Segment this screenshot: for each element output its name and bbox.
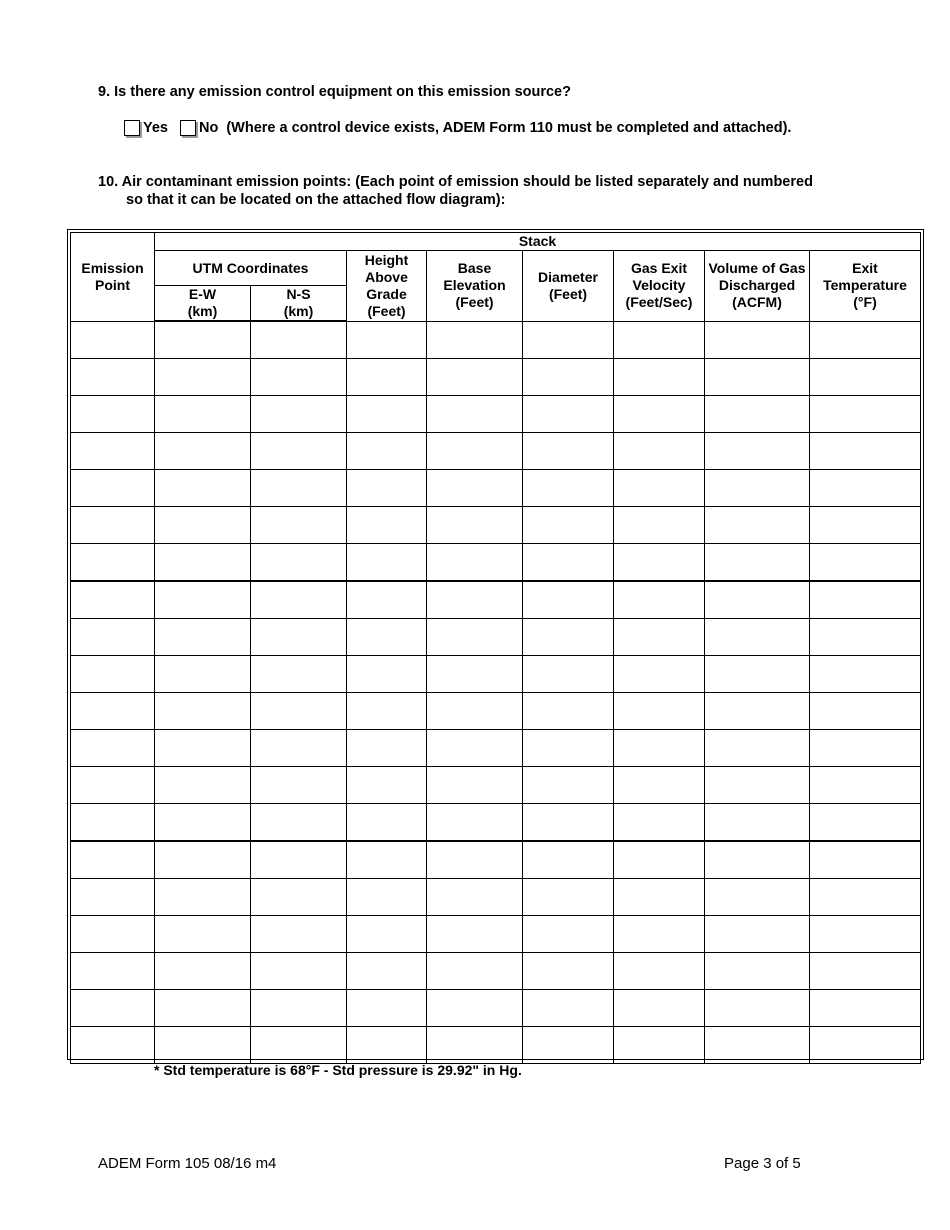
table-cell[interactable] [71,953,155,990]
table-cell[interactable] [251,841,347,879]
table-cell[interactable] [155,321,251,359]
table-cell[interactable] [705,433,810,470]
table-cell[interactable] [523,507,614,544]
table-cell[interactable] [71,841,155,879]
table-row [71,841,921,879]
table-cell[interactable] [251,433,347,470]
no-checkbox[interactable] [180,120,196,136]
table-cell[interactable] [427,433,523,470]
table-cell[interactable] [155,507,251,544]
table-cell[interactable] [810,953,921,990]
header-gas-exit-velocity: Gas Exit Velocity (Feet/Sec) [614,251,705,322]
table-cell[interactable] [810,433,921,470]
table-row [71,396,921,433]
table-cell[interactable] [155,656,251,693]
table-cell[interactable] [427,656,523,693]
table-cell[interactable] [523,693,614,730]
table-cell[interactable] [71,730,155,767]
page-number: Page 3 of 5 [724,1155,801,1172]
table-cell[interactable] [810,841,921,879]
table-cell[interactable] [155,470,251,507]
header-base-elevation: Base Elevation (Feet) [427,251,523,322]
yes-label: Yes [143,120,168,136]
table-cell[interactable] [810,767,921,804]
table-body [71,321,921,1064]
table-cell[interactable] [427,507,523,544]
table-cell[interactable] [810,916,921,953]
table-cell[interactable] [810,359,921,396]
table-row [71,321,921,359]
table-cell[interactable] [71,990,155,1027]
table-row [71,544,921,582]
table-cell[interactable] [427,879,523,916]
table-cell[interactable] [427,990,523,1027]
header-height-above-grade: Height Above Grade (Feet) [347,251,427,322]
table-cell[interactable] [705,841,810,879]
table-cell[interactable] [71,1027,155,1064]
table-cell[interactable] [427,581,523,619]
header-emission-point: Emission Point [71,233,155,322]
table-cell[interactable] [155,879,251,916]
table-cell[interactable] [347,1027,427,1064]
table-row [71,730,921,767]
table-cell[interactable] [155,581,251,619]
table-cell[interactable] [155,990,251,1027]
header-ns [251,286,347,322]
question-10 [98,174,813,209]
table-cell[interactable] [251,916,347,953]
table-cell[interactable] [705,581,810,619]
table-cell[interactable] [347,619,427,656]
header-ew-line2: (km) [187,303,218,319]
table-cell[interactable] [347,507,427,544]
table-cell[interactable] [427,619,523,656]
table-row [71,804,921,842]
table-cell[interactable] [523,321,614,359]
table-cell[interactable] [251,396,347,433]
table-cell[interactable] [251,767,347,804]
table-cell[interactable] [347,656,427,693]
question-9: 9. Is there any emission control equipment on this emission source? [98,84,571,100]
table-row [71,619,921,656]
table-cell[interactable] [523,841,614,879]
table-cell[interactable] [523,1027,614,1064]
table-cell[interactable] [251,693,347,730]
table-cell[interactable] [614,804,705,842]
table-cell[interactable] [251,581,347,619]
question-10-line1: 10. Air contaminant emission points: (Each point of emission should be listed separately and numbered [98,174,813,190]
table-cell[interactable] [251,507,347,544]
table-cell[interactable] [347,841,427,879]
table-cell[interactable] [155,396,251,433]
table-cell[interactable] [251,730,347,767]
table-cell[interactable] [347,767,427,804]
table-cell[interactable] [251,879,347,916]
table-cell[interactable] [427,953,523,990]
table-cell[interactable] [810,879,921,916]
table-cell[interactable] [427,359,523,396]
table-cell[interactable] [705,544,810,582]
table-cell[interactable] [155,804,251,842]
table-cell[interactable] [347,359,427,396]
table-cell[interactable] [523,804,614,842]
table-cell[interactable] [810,507,921,544]
table-row [71,433,921,470]
table-cell[interactable] [251,656,347,693]
table-cell[interactable] [810,693,921,730]
table-cell[interactable] [705,953,810,990]
table-cell[interactable] [523,433,614,470]
table-row [71,767,921,804]
table-row [71,879,921,916]
header-ew [155,286,251,322]
table-cell[interactable] [523,730,614,767]
table-cell[interactable] [155,953,251,990]
table-cell[interactable] [71,581,155,619]
table-cell[interactable] [347,544,427,582]
table-cell[interactable] [251,953,347,990]
form-id: ADEM Form 105 08/16 m4 [98,1155,277,1172]
table-cell[interactable] [614,433,705,470]
table-row [71,693,921,730]
table-cell[interactable] [427,767,523,804]
table-cell[interactable] [251,1027,347,1064]
table-cell[interactable] [251,470,347,507]
table-cell[interactable] [810,1027,921,1064]
table-cell[interactable] [614,990,705,1027]
table-cell[interactable] [71,507,155,544]
table-cell[interactable] [614,656,705,693]
table-cell[interactable] [347,470,427,507]
table-cell[interactable] [251,321,347,359]
table-cell[interactable] [427,693,523,730]
table-cell[interactable] [155,841,251,879]
table-cell[interactable] [155,544,251,582]
table-cell[interactable] [523,879,614,916]
table-cell[interactable] [71,433,155,470]
table-cell[interactable] [347,990,427,1027]
table-cell[interactable] [614,359,705,396]
table-cell[interactable] [427,321,523,359]
table-cell[interactable] [705,470,810,507]
table-cell[interactable] [427,804,523,842]
table-cell[interactable] [71,916,155,953]
table-cell[interactable] [71,544,155,582]
table-cell[interactable] [427,730,523,767]
table-cell[interactable] [705,730,810,767]
table-cell[interactable] [523,544,614,582]
table-cell[interactable] [251,544,347,582]
table-cell[interactable] [614,507,705,544]
table-cell[interactable] [427,1027,523,1064]
table-cell[interactable] [155,767,251,804]
table-cell[interactable] [71,879,155,916]
table-cell[interactable] [71,804,155,842]
table-cell[interactable] [614,953,705,990]
table-cell[interactable] [614,767,705,804]
table-cell[interactable] [155,730,251,767]
table-cell[interactable] [614,916,705,953]
table-row [71,1027,921,1064]
table-cell[interactable] [71,619,155,656]
header-stack: Stack [155,233,921,251]
std-conditions-footnote: * Std temperature is 68°F - Std pressure is 29.92" in Hg. [154,1062,522,1078]
table-cell[interactable] [523,916,614,953]
emission-points-table [67,229,924,1060]
table-row [71,470,921,507]
table-cell[interactable] [705,879,810,916]
table-cell[interactable] [810,396,921,433]
table-cell[interactable] [614,879,705,916]
control-device-note: (Where a control device exists, ADEM Form 110 must be completed and attached). [226,120,792,136]
table-cell[interactable] [523,581,614,619]
table-row [71,359,921,396]
table-cell[interactable] [347,804,427,842]
table-cell[interactable] [523,396,614,433]
table-cell[interactable] [251,619,347,656]
table-cell[interactable] [347,693,427,730]
table-cell[interactable] [71,396,155,433]
table-cell[interactable] [810,990,921,1027]
header-exit-temperature: Exit Temperature (°F) [810,251,921,322]
table-cell[interactable] [523,767,614,804]
table-cell[interactable] [347,730,427,767]
table-cell[interactable] [614,1027,705,1064]
table-cell[interactable] [155,619,251,656]
table-cell[interactable] [614,470,705,507]
header-ew-line1: E-W [188,286,217,302]
table-row [71,990,921,1027]
table-cell[interactable] [523,990,614,1027]
table-cell[interactable] [427,470,523,507]
table-cell[interactable] [523,470,614,507]
table-cell[interactable] [705,990,810,1027]
table-cell[interactable] [614,321,705,359]
table-cell[interactable] [71,693,155,730]
table-row [71,916,921,953]
table-cell[interactable] [251,804,347,842]
header-ns-line2: (km) [283,303,314,319]
no-label: No [199,120,219,136]
table-cell[interactable] [614,730,705,767]
table-cell[interactable] [614,841,705,879]
table-cell[interactable] [705,1027,810,1064]
table-cell[interactable] [347,916,427,953]
table-cell[interactable] [810,581,921,619]
table-cell[interactable] [347,433,427,470]
table-cell[interactable] [523,656,614,693]
header-utm-coordinates: UTM Coordinates [155,251,347,286]
table-cell[interactable] [427,396,523,433]
table-cell[interactable] [427,916,523,953]
table-cell[interactable] [155,359,251,396]
table-cell[interactable] [427,841,523,879]
header-volume-of-gas: Volume of Gas Discharged (ACFM) [705,251,810,322]
table-cell[interactable] [427,544,523,582]
table-cell[interactable] [705,359,810,396]
table-cell[interactable] [347,879,427,916]
table-row [71,507,921,544]
table-cell[interactable] [155,916,251,953]
table-cell[interactable] [614,693,705,730]
table-cell[interactable] [614,396,705,433]
table-cell[interactable] [155,433,251,470]
yes-checkbox[interactable] [124,120,140,136]
table-cell[interactable] [810,730,921,767]
table-cell[interactable] [705,804,810,842]
table-row [71,953,921,990]
table-cell[interactable] [810,470,921,507]
table-cell[interactable] [705,693,810,730]
question-10-line2: so that it can be located on the attached flow diagram): [126,191,506,208]
table-cell[interactable] [347,581,427,619]
table-row [71,581,921,619]
table-cell[interactable] [523,359,614,396]
table-cell[interactable] [810,656,921,693]
table-cell[interactable] [614,544,705,582]
table-cell[interactable] [705,396,810,433]
table-cell[interactable] [155,1027,251,1064]
table-cell[interactable] [705,656,810,693]
table-cell[interactable] [705,507,810,544]
table-cell[interactable] [705,321,810,359]
table-cell[interactable] [347,953,427,990]
table-row [71,656,921,693]
table-cell[interactable] [71,321,155,359]
table-cell[interactable] [614,619,705,656]
question-9-answer [124,120,791,136]
table-cell[interactable] [614,581,705,619]
table-cell[interactable] [155,693,251,730]
table-cell[interactable] [251,359,347,396]
header-diameter: Diameter (Feet) [523,251,614,322]
table-cell[interactable] [810,321,921,359]
table-cell[interactable] [523,953,614,990]
table-cell[interactable] [810,619,921,656]
header-ns-line1: N-S [286,286,311,302]
table-cell[interactable] [705,916,810,953]
table-cell[interactable] [523,619,614,656]
table-cell[interactable] [347,396,427,433]
table-cell[interactable] [251,990,347,1027]
table-cell[interactable] [810,804,921,842]
table-cell[interactable] [71,359,155,396]
table-cell[interactable] [705,619,810,656]
table-cell[interactable] [810,544,921,582]
table-cell[interactable] [347,321,427,359]
table-cell[interactable] [71,767,155,804]
table-cell[interactable] [71,656,155,693]
table-cell[interactable] [705,767,810,804]
table-cell[interactable] [71,470,155,507]
